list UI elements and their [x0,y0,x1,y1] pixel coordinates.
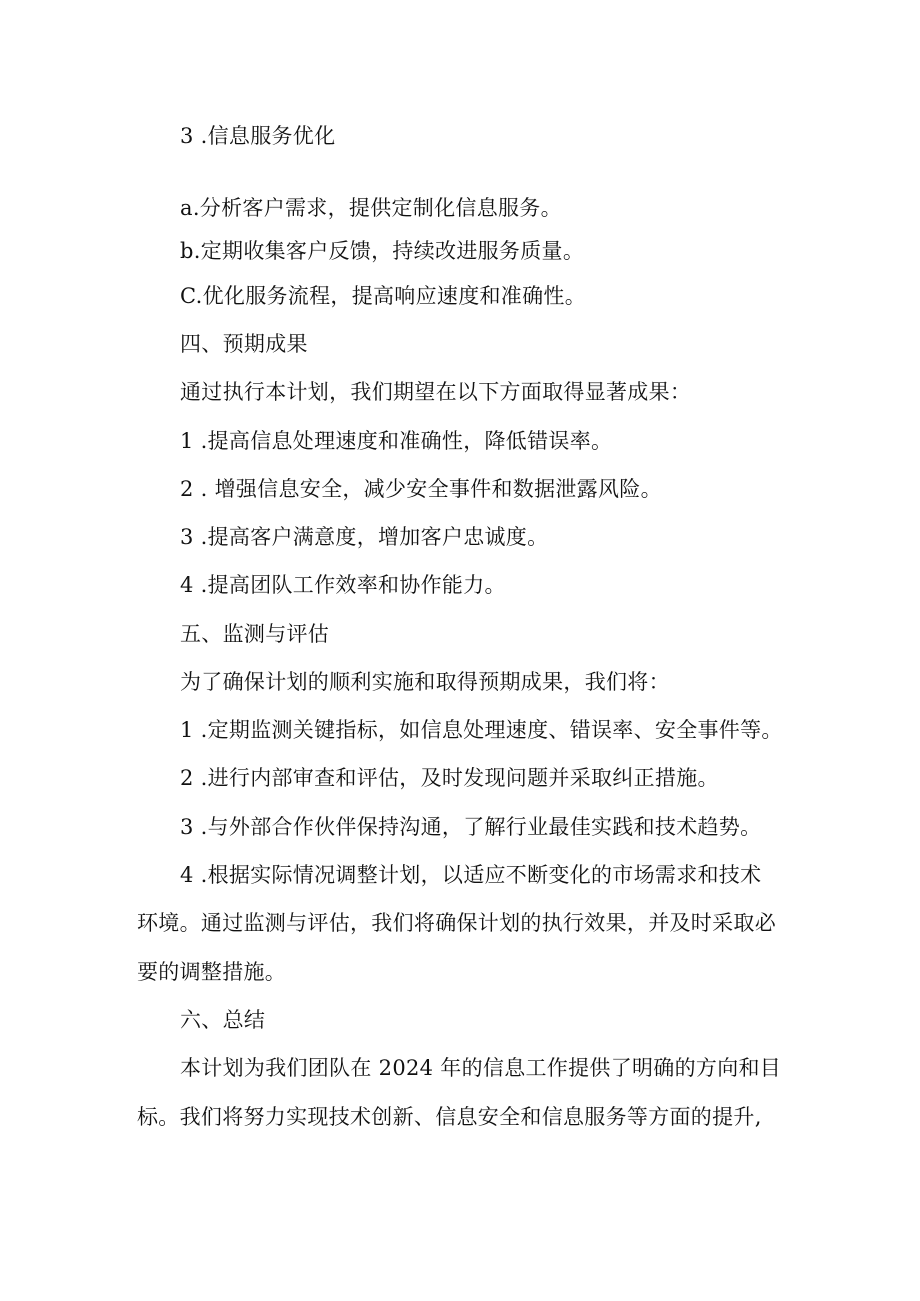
section-heading-monitoring: 五、监测与评估 [180,622,330,646]
list-item-monitor-2: 2 .进行内部审查和评估，及时发现问题并采取纠正措施。 [180,766,719,790]
paragraph-intro-results: 通过执行本计划，我们期望在以下方面取得显著成果： [180,380,692,404]
paragraph-summary-2: 标。我们将努力实现技术创新、信息安全和信息服务等方面的提升, [137,1105,762,1129]
paragraph-summary-1: 本计划为我们团队在 2024 年的信息工作提供了明确的方向和目 [180,1056,782,1080]
list-item-result-3: 3 .提高客户满意度，增加客户忠诚度。 [180,525,549,549]
list-item-b: b.定期收集客户反馈，持续改进服务质量。 [180,239,585,263]
section-heading-summary: 六、总结 [180,1008,266,1032]
list-item-result-4: 4 .提高团队工作效率和协作能力。 [180,573,506,597]
list-item-result-2: 2 . 增强信息安全，减少安全事件和数据泄露风险。 [180,477,662,501]
list-item-a: a.分析客户需求，提供定制化信息服务。 [180,196,562,220]
paragraph-continuation-1: 环境。通过监测与评估，我们将确保计划的执行效果，并及时采取必 [137,911,776,935]
section-heading-expected-results: 四、预期成果 [180,332,308,356]
paragraph-intro-monitoring: 为了确保计划的顺利实施和取得预期成果，我们将： [180,670,670,694]
subsection-heading-info-service: 3 .信息服务优化 [180,124,336,148]
list-item-monitor-3: 3 .与外部合作伙伴保持沟通，了解行业最佳实践和技术趋势。 [180,815,762,839]
paragraph-continuation-2: 要的调整措施。 [137,960,287,984]
list-item-result-1: 1 .提高信息处理速度和准确性，降低错误率。 [180,429,613,453]
list-item-monitor-4: 4 .根据实际情况调整计划，以适应不断变化的市场需求和技术 [180,863,762,887]
list-item-monitor-1: 1 .定期监测关键指标，如信息处理速度、错误率、安全事件等。 [180,718,783,742]
list-item-c: C.优化服务流程，提高响应速度和准确性。 [180,284,586,308]
